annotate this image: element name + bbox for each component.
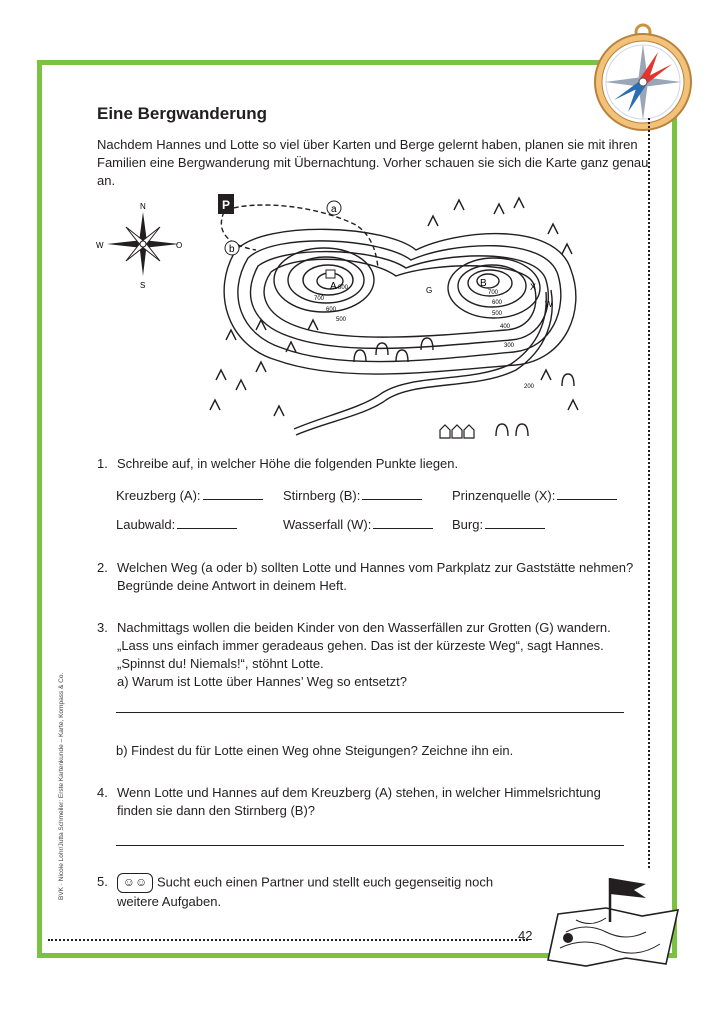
field-burg[interactable] <box>452 517 545 532</box>
field-burg-label: Burg: <box>452 517 484 532</box>
contour-label-400: 400 <box>500 324 511 330</box>
castle-icon <box>440 425 474 438</box>
page-title: Eine Bergwanderung <box>97 104 268 123</box>
topographic-map <box>196 190 588 448</box>
compass-west-label: W <box>96 241 104 250</box>
compass-illustration-icon <box>592 22 694 132</box>
question-3-number: 3. <box>97 620 108 635</box>
question-3-line-3: „Spinnst du! Niemals!“, stöhnt Lotte. <box>117 656 324 671</box>
question-3 <box>97 619 637 691</box>
field-wasserfall[interactable] <box>283 517 433 532</box>
contour-label-800: 800 <box>338 285 349 291</box>
field-stirnberg-label: Stirnberg (B): <box>283 488 361 503</box>
answer-line-3a[interactable] <box>116 712 624 713</box>
question-2-text: Welchen Weg (a oder b) sollten Lotte und Hannes vom Parkplatz zur Gaststätte nehmen? Begründe deine Antwort in deinem Heft. <box>117 560 634 593</box>
map-label-parking: P <box>222 198 231 212</box>
map-label-waterfall-w: W <box>545 300 553 309</box>
field-stirnberg-line[interactable] <box>362 498 422 500</box>
field-prinzenquelle[interactable] <box>452 488 617 503</box>
field-burg-line[interactable] <box>485 527 545 529</box>
question-4-number: 4. <box>97 785 108 800</box>
map-label-grotto-g: G <box>426 286 433 295</box>
question-2-number: 2. <box>97 560 108 575</box>
side-credit: BVK · Nicole Lohr/Jutta Schmeiler: Erste Kartenkunde – Karte, Kompass & Co. <box>58 672 65 900</box>
question-1-text: Schreibe auf, in welcher Höhe die folgenden Punkte liegen. <box>117 456 459 471</box>
field-prinzenquelle-line[interactable] <box>557 498 617 500</box>
field-prinzenquelle-label: Prinzenquelle (X): <box>452 488 556 503</box>
map-label-path-a: a <box>331 204 337 215</box>
flag-map-icon <box>546 872 686 968</box>
question-5-text: Sucht euch einen Partner und stellt euch gegenseitig noch weitere Aufgaben. <box>117 874 494 909</box>
question-2 <box>97 559 637 595</box>
contour-label-300: 300 <box>504 343 515 349</box>
dotted-trail-bottom <box>48 939 528 941</box>
compass-east-label: O <box>176 241 183 250</box>
question-3-line-2: „Lass uns einfach immer geradeaus gehen. Das ist der kürzeste Weg“, sagt Hannes. <box>117 638 604 653</box>
question-4-text: Wenn Lotte und Hannes auf dem Kreuzberg (A) stehen, in welcher Himmelsrichtung finden sie dann den Stirnberg (B)? <box>117 785 601 818</box>
answer-line-4[interactable] <box>116 845 624 846</box>
deciduous-tree-icons <box>354 338 574 436</box>
question-5-number: 5. <box>97 874 108 889</box>
contour-label-600-b: 600 <box>492 300 503 306</box>
field-kreuzberg-label: Kreuzberg (A): <box>116 488 201 503</box>
field-wasserfall-line[interactable] <box>373 527 433 529</box>
question-4 <box>97 784 637 820</box>
compass-north-label: N <box>140 202 146 211</box>
contour-label-700-b: 700 <box>488 290 499 296</box>
field-wasserfall-label: Wasserfall (W): <box>283 517 372 532</box>
contour-label-500-b: 500 <box>492 311 503 317</box>
dotted-trail-right <box>648 118 650 868</box>
map-label-path-b: b <box>229 244 235 255</box>
contour-label-600-a: 600 <box>326 307 337 313</box>
question-3a-text: a) Warum ist Lotte über Hannes’ Weg so entsetzt? <box>117 674 407 689</box>
partner-work-icon: ☺☺ <box>117 873 153 893</box>
field-laubwald-line[interactable] <box>177 527 237 529</box>
forest-tree-icons <box>210 198 578 416</box>
contour-label-500-a: 500 <box>336 317 347 323</box>
compass-south-label: S <box>140 281 146 290</box>
question-5 <box>97 873 517 911</box>
question-3b-text: b) Findest du für Lotte einen Weg ohne Steigungen? Zeichne ihn ein. <box>116 743 514 758</box>
map-label-peak-b: B <box>480 278 487 289</box>
question-1-number: 1. <box>97 456 108 471</box>
map-label-peak-a: A <box>330 281 337 292</box>
compass-rose-icon <box>96 200 192 292</box>
question-1 <box>97 455 637 473</box>
question-3-line-1: Nachmittags wollen die beiden Kinder von den Wasserfällen zur Grotten (G) wandern. <box>117 620 611 635</box>
contour-label-200: 200 <box>524 384 535 390</box>
page-number: 42 <box>518 928 533 943</box>
contour-label-700-a: 700 <box>314 296 325 302</box>
field-kreuzberg[interactable] <box>116 488 263 503</box>
field-laubwald[interactable] <box>116 517 237 532</box>
field-kreuzberg-line[interactable] <box>203 498 263 500</box>
map-label-spring-x: X <box>530 282 537 292</box>
intro-text: Nachdem Hannes und Lotte so viel über Karten und Berge gelernt haben, planen sie mit ihren Familien eine Bergwanderung mit Übernachtung. Vorher schauen sie sich die Karte ganz genau an. <box>97 137 649 188</box>
field-laubwald-label: Laubwald: <box>116 517 176 532</box>
field-stirnberg[interactable] <box>283 488 422 503</box>
